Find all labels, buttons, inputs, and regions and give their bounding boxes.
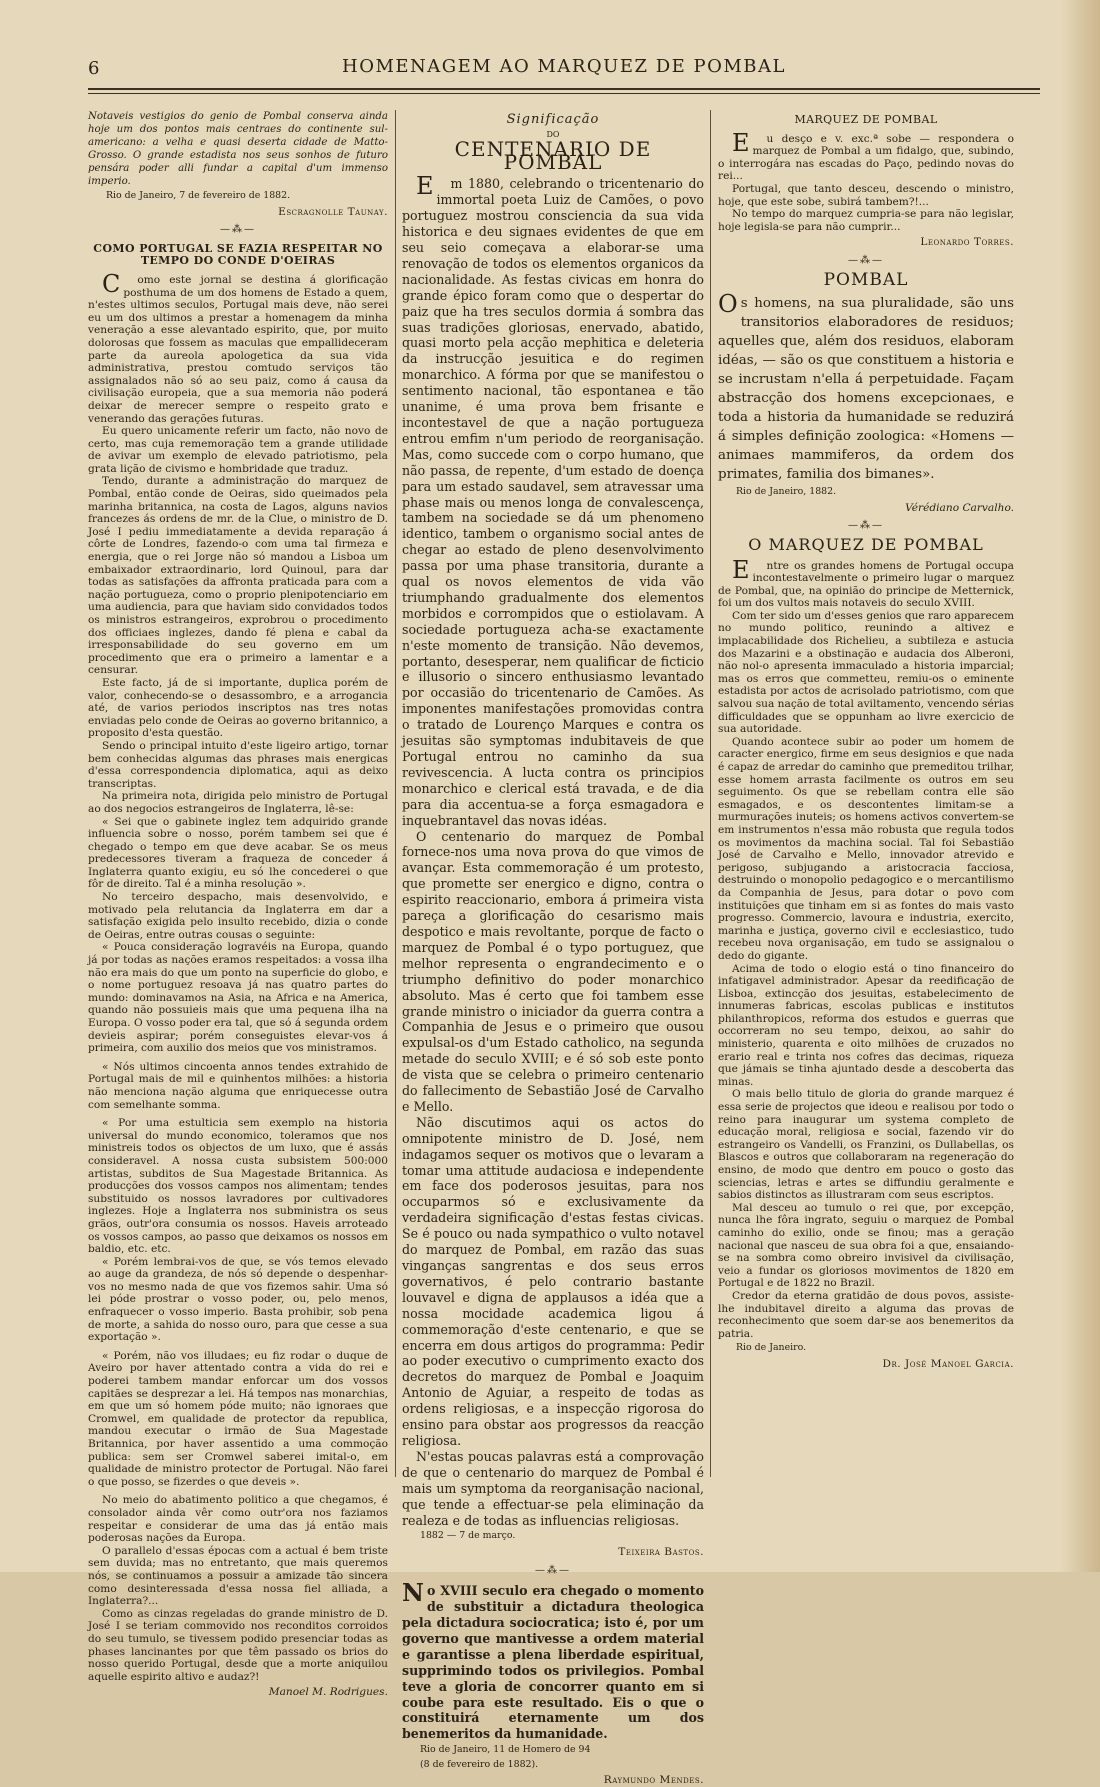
paragraph: Eu quero unicamente referir um facto, não novo de certo, mas cuja rememoração tem a grande utilidade de avivar um exemplo de elevado patriotismo, pela grata lição de civismo e hombridade que traduz. xyxy=(88,425,388,475)
rodrigues-article xyxy=(88,269,388,1699)
article-kicker: Significação xyxy=(506,112,600,127)
paragraph: Credor da eterna gratidão de dous povos, assiste-lhe indubitavel direito a alguma das provas de reconhecimento que soem dar-se aos benemeritos da patria. xyxy=(718,1289,1014,1340)
quote-paragraph: « Nós ultimos cincoenta annos tendes extrahido de Portugal mais de mil e quinhentos milhões: a historia não menciona nação alguma que enriquecesse outra com semelhante somma. xyxy=(88,1060,388,1111)
column-1 xyxy=(88,110,388,1699)
carvalho-signature: Vérédiano Carvalho. xyxy=(905,501,1014,514)
quote-paragraph: « Porém lembrai-vos de que, se vós temos elevado ao auge da grandeza, de nós só depende o despenhar-vos no mesmo nada de que vos fizemos sahir. Uma só lei póde prostrar o vosso poder, ou, pelo menos, enfraquecer o vosso imperio. Basta prohibir, sob pena de morte, a sahida do nosso ouro, para que cesse a sua exportação ». xyxy=(88,1255,388,1344)
paragraph: Acima de todo o elogio está o tino financeiro do infatigavel administrador. Apesar da reedificação de Lisboa, extincção dos jesuitas, estabelecimento de innumeras fabricas, escolas publicas e institutos philanthropicos, reforma dos estudos e guerras que occorreram no seu tempo, deixou, ao sahir do ministerio, quarenta e oito milhões de cruzados no erario real e trinta nos cofres das decimas, riqueza que jámais se tinha ajuntado desde a descoberta das minas. xyxy=(718,962,1014,1088)
mendes-signature: Raymundo Mendes. xyxy=(603,1774,704,1787)
column-rule xyxy=(395,110,396,1477)
paragraph: Com ter sido um d'esses genios que raro apparecem no mundo politico, reunindo a altivez e implacabilidade dos Richelieu, a subtileza e astucia dos Mazarini e a obstinação e audacia dos Alberoni, não nol-o apresenta immaculado a historia imparcial; mas os erros que commetteu, remiu-os o eminente estadista por actos de acrisolado patriotismo, com que salvou sua nação de total aviltamento, vencendo sérias difficuldades que se oppunham ao livre exercicio de sua autoridade. xyxy=(718,609,1015,736)
ornament-divider: —⁂— xyxy=(220,224,256,236)
column-2 xyxy=(402,110,704,1787)
paragraph: Sendo o principal intuito d'este ligeiro artigo, tornar bem conhecidas algumas das phrases mais energicas d'essa correspondencia diplomatica, aqui as deixo transcriptas. xyxy=(88,739,388,790)
mendes-date: Rio de Janeiro, 11 de Homero de 94 xyxy=(420,1744,591,1756)
bastos-date: 1882 — 7 de março. xyxy=(420,1530,516,1542)
column-3 xyxy=(718,110,1014,1532)
quote-paragraph: « Pouca consideração logravéis na Europa, quando já por todas as nações eramos respeitados: a vossa ilha não era mais do que um ponto na superficie do globo, e o nome portuguez resoava já nas quatro partes do mundo: dominavamos na Asia, na Africa e na America, quando não possuieis mais que uma pequena ilha na Europa. O vosso poder era tal, que só á segunda ordem devieis aspirar; porém conseguistes elevar-vos á primeira, com auxilio dos meios que vos ministramos. xyxy=(88,941,388,1055)
paragraph: No meio do abatimento politico a que chegamos, é consolador ainda vêr como outr'ora nos faziamos respeitar e considerar de uma das já então mais poderosas nações da Europa. xyxy=(88,1494,388,1545)
paragraph: Como este jornal se destina á glorificação posthuma de um dos homens de Estado a quem, n'estes ultimos seculos, Portugal mais deve, não serei eu um dos ultimos a prestar a homenagem da minha veneração a esse alevantado espirito, que, por muito dolorosas que fossem as maculas que empallideceram parte da aureola apologetica da sua vida administrativa, prestou comtudo serviços tão assignalados não só ao seu paiz, como á causa da civilisação europeia, que a sua memoria não poderá deixar de merecer sempre o respeito grato e venerando das gerações futuras. xyxy=(88,269,388,425)
paragraph: N'estas poucas palavras está a comprovação de que o centenario do marquez de Pombal é mais um symptoma da reorganisação nacional, que tende a effectuar-se pela eliminação da realeza e de todas as influencias religiosas. xyxy=(402,1448,704,1528)
quote-paragraph: « Porém, não vos illudaes; eu fiz rodar o duque de Aveiro por haver attentado contra a vida do rei e poderei tambem mandar enforcar um dos vossos capitães se desprezar a lei. Há tempos nas monarchias, em que um só homem póde muito; não ignoraes que Cromwel, em qualidade de protector da republica, mandou executar o irmão de Sua Magestade Britannica, por haver assentido a uma commoção publica: sem ser Cromwel saberei imital-o, em qualidade de ministro protector de Portugal. Não farei o que posso, se fizerdes o que deveis ». xyxy=(88,1349,388,1488)
taunay-date: Rio de Janeiro, 7 de fevereiro de 1882. xyxy=(106,190,291,201)
ornament-divider: —⁂— xyxy=(848,520,884,532)
taunay-text: Notaveis vestigios do genio de Pombal conserva ainda hoje um dos pontos mais centraes do continente sul-americano: a velha e quasi deserta cidade de Matto-Grosso. O grande estadista nos seus sonhos de futuro pensára poder alli fundar a capital d'um immenso imperio. xyxy=(88,111,388,187)
paper-edge xyxy=(1060,0,1100,1572)
garcia-signature: Dr. José Manoel Garcia. xyxy=(882,1357,1014,1370)
pombal-title: POMBAL xyxy=(823,269,909,290)
rodrigues-signature: Manoel M. Rodrigues. xyxy=(268,1686,388,1699)
header-rule xyxy=(88,88,1040,94)
paragraph: No terceiro despacho, mais desenvolvido, e motivado pela relutancia da Inglaterra em dar a satisfação exigida pelo insulto recebido, dizia o conde de Oeiras, entre outras cousas o seguinte: xyxy=(88,891,388,941)
paragraph: Tendo, durante a administração do marquez de Pombal, então conde de Oeiras, sido queimados pela marinha britannica, na costa de Lagos, alguns navios francezes ás ordens de mr. de la Clue, o ministro de D. José I pediu immediatamente a devida reparação á côrte de Londres, fazendo-o com uma tal firmeza e energia, que o rei Jorge não só mandou a Lisboa um embaixador extraordinario, lord Quinoul, para dar todas as satisfações da affronta praticada para com a nação portugueza, como o proprio plenipotenciario em uma audiencia, para que haviam sido convidados todos os ministros estrangeiros, exprobrou o procedimento dos officiaes inglezes, dando fé plena e cabal da irresponsabilidade do seu governo em um procedimento que era o primeiro a lamentar e a censurar. xyxy=(88,475,388,677)
paragraph: O parallelo d'essas épocas com a actual é bem triste sem duvida; mas no entretanto, que mais queremos nós, se continuamos a possuir a amizade tão sincera como desinteressada d'essa nossa fiel alliada, a Inglaterra?... xyxy=(88,1544,388,1608)
column-rule xyxy=(710,110,711,1477)
marquez-title: O MARQUEZ DE POMBAL xyxy=(748,534,984,554)
anecdote-title: MARQUEZ DE POMBAL xyxy=(794,113,938,126)
page-header xyxy=(88,56,1040,90)
article-title: CENTENARIO DE POMBAL xyxy=(454,137,652,174)
garcia-article xyxy=(718,555,1015,1341)
paragraph: Eu desço e v. exc.ª sobe — respondera o marquez de Pombal a um fidalgo, que, subindo, o interrogára nas escadas do Paço, pedindo novas do rei... xyxy=(718,128,1014,183)
paragraph: Portugal, que tanto desceu, descendo o ministro, hoje, que este sobe, subirá tambem?!... xyxy=(718,182,1014,208)
paragraph: O centenario do marquez de Pombal fornece-nos uma nova prova do que vimos de avançar. Esta commemoração é um protesto, que promette ser energico e digno, contra o espirito reaccionario, embora á primeira vista pareça a glorificação do cesarismo mais despotico e mais revoltante, porque de facto o marquez de Pombal é o typo portuguez, que melhor representa o engrandecimento e o triumpho definitivo do poder monarchico absoluto. Mas é certo que foi tambem esse grande ministro o iniciador da guerra contra a Companhia de Jesus e o primeiro que ousou expulsal-os d'um Estado catholico, na segunda metade do seculo XVIII; e é só sob este ponto de vista que se celebra o primeiro centenario do fallecimento de Sebastião José de Carvalho e Mello. xyxy=(402,828,704,1114)
paragraph: Quando acontece subir ao poder um homem de caracter energico, firme em seus designios e que nada é capaz de arredar do caminho que premeditou trilhar, esse homem arrasta facilmente os outros em seu seguimento. Os que se rebellam contra elle são esmagados, e os descontentes limitam-se a murmurações inuteis; os homens activos convertem-se em instrumentos n'essa mão robusta que regula todos os movimentos da machina social. Tal foi Sebastião José de Carvalho e Mello, innovador atrevido e perigoso, subjugando a aristocracia facciosa, destruindo o monopolio pedagogico e o mercantilismo da Companhia de Jesus, para dotar o povo com instituições que tinham em si as fontes do mais vasto progresso. Commercio, lavoura e industria, exercito, marinha e justiça, governo civil e ecclesiastico, tudo recebeu nova organisação, em tudo se assignalou o dedo do gigante. xyxy=(718,735,1014,962)
paragraph: Mal desceu ao tumulo o rei que, por excepção, nunca lhe fôra ingrato, seguiu o marquez de Pombal caminho do exilio, onde se finou; mas a geração nacional que nasceu de sua obra foi a que, ensaiando-se na sombra como obreiro invisivel da civilisação, veio a fundar os gloriosos movimentos de 1820 em Portugal e de 1822 no Brazil. xyxy=(718,1201,1014,1290)
article-title: COMO PORTUGAL SE FAZIA RESPEITAR NO TEMPO DO CONDE D'OEIRAS xyxy=(93,241,383,268)
ornament-divider: —⁂— xyxy=(535,1564,571,1576)
taunay-signature: Escragnolle Taunay. xyxy=(278,205,388,218)
bastos-signature: Teixeira Bastos. xyxy=(618,1546,704,1558)
mendes-text: No XVIII seculo era chegado o momento de substituir a dictadura theologica pela dictadura sociocratica; isto é, por um governo que mantivesse a ordem material e garantisse a plena liberdade espiritual, supprimindo todos os privilegios. Pombal teve a gloria de concorrer quanto em si coube para este resultado. Eis o que o constituirá eternamente um dos benemeritos da humanidade. xyxy=(402,1578,704,1742)
paragraph: O mais bello titulo de gloria do grande marquez é essa serie de projectos que ideou e realisou por todo o reino para inaugurar um systema completo de educação moral, religiosa e social, fazendo vir do estrangeiro os Vandelli, os Franzini, os Dullabellas, os Blascos e outros que collaboraram na regeneração do ensino, de modo que dentro em pouco o gosto das sciencias, letras e artes se diffundiu geralmente e sabios distinctos as illustraram com seus escriptos. xyxy=(718,1088,1014,1202)
paragraph: Em 1880, celebrando o tricentenario do immortal poeta Luiz de Camões, o povo portuguez mostrou consciencia da sua vida historica e deu signaes evidentes de que em seu seio começava a elaborar-se uma renovação de todos os elementos organicos da nacionalidade. As festas civicas em honra do grande épico foram como que o despertar do paiz que ha tres seculos dormia á sombra das suas tradições gloriosas, enervado, abatido, quasi morto pela acção mephitica e deleteria da instrucção jesuitica e do regimen monarchico. A fórma por que se manifestou o sentimento nacional, tão espontanea e tão unanime, é uma prova bem frisante e incontestavel de que a nação portugueza entrou emfim n'um periodo de reorganisação. Mas, como succede com o corpo humano, que não passa, de repente, d'um estado de doença para um estado saudavel, sem atravessar uma phase mais ou menos longa de convalescença, tambem na sociedade se dá um phenomeno identico, tambem o organismo social antes de chegar ao estado de pleno desenvolvimento passa por uma phase transitoria, durante a qual os novos elementos de vida vão triumphando gradualmente dos elementos morbidos e corrompidos que o estiolavam. A sociedade portugueza acha-se exactamente n'este momento de transição. Não devemos, portanto, desesperar, nem qualificar de ficticio e illusorio o sincero enthusiasmo levantado por occasião do tricentenario de Camões. As imponentes manifestações promovidas contra o tratado de Lourenço Marques e contra os jesuitas são symptomas indubitaveis de que Portugal entrou no caminho da sua revivescencia. A lucta contra os principios monarchico e clerical está travada, e de dia para dia accentua-se a força esmagadora e inquebrantavel das novas idéas. xyxy=(402,172,704,828)
paragraph: Na primeira nota, dirigida pelo ministro de Portugal ao dos negocios estrangeiros de Inglaterra, lê-se: xyxy=(88,790,388,815)
pombal-text: Os homens, na sua pluralidade, são uns transitorios elaboradores de residuos; aquelles que, além dos residuos, elaboram idéas, — são os que constituem a historia e se incrustam n'ella á perpetuidade. Façam abstracção dos homens excepcionaes, e toda a historia da humanidade se reduzirá á simples definição zoologica: «Homens — animaes mammiferos, da ordem dos primates, familia dos bimanes». xyxy=(718,290,1014,483)
running-title: HOMENAGEM AO MARQUEZ DE POMBAL xyxy=(342,56,786,77)
paragraph: No tempo do marquez cumpria-se para não legislar, hoje legisla-se para não cumprir... xyxy=(718,208,1014,233)
quote-paragraph: « Sei que o gabinete inglez tem adquirido grande influencia sobre o nosso, porém tambem sei que é chegado o tempo em que deve acabar. Se os meus predecessores tiveram a fraqueza de conceder á Inglaterra quanto exigiu, eu só lhe concederei o que fôr de direito. Tal é a minha resolução ». xyxy=(88,815,388,891)
garcia-date: Rio de Janeiro. xyxy=(736,1342,807,1354)
torres-signature: Leonardo Torres. xyxy=(920,236,1014,249)
ornament-divider: —⁂— xyxy=(848,254,884,266)
article-kicker-do: DO xyxy=(546,129,560,139)
pombal-date: Rio de Janeiro, 1882. xyxy=(736,486,837,498)
quote-paragraph: « Por uma estulticia sem exemplo na historia universal do mundo economico, toleramos que nos ministreis todos os objectos de um luxo, que é assás consideravel. A nossa custa subsistem 500:000 artistas, subditos de Sua Magestade Britannica. As producções dos vossos campos nos alimentam; tendes substituido os nossos lavradores por cultivadores inglezes. Hoje a Inglaterra nos subministra os seus grãos, outr'ora consumia os nossos. Haveis arroteado os vossos campos, ao passo que deixamos os nossos em baldio, etc. etc. xyxy=(88,1117,388,1256)
mendes-date-2: (8 de fevereiro de 1882). xyxy=(420,1758,539,1770)
paragraph: Este facto, já de si importante, duplica porém de valor, conhecendo-se o desassombro, e a arrogancia até, de varios periodos inscriptos nas tres notas enviadas pelo conde de Oeiras ao governo britannico, a proposito d'esta questão. xyxy=(88,676,388,740)
page-number: 6 xyxy=(88,58,100,79)
paragraph: Entre os grandes homens de Portugal occupa incontestavelmente o primeiro lugar o marquez de Pombal, que, na opinião do principe de Metternick, foi um dos vultos mais notaveis do seculo XVIII. xyxy=(718,555,1014,610)
paragraph: Como as cinzas regeladas do grande ministro de D. José I se teriam commovido nos reconditos corroidos do seu tumulo, se tivessem podido presenciar todas as phases lancinantes por que têm passado os brios do nosso querido Portugal, desde que a morte aniquilou aquelle espirito altivo e audaz?! xyxy=(88,1607,388,1683)
paragraph: Não discutimos aqui os actos do omnipotente ministro de D. José, nem indagamos sequer os motivos que o levaram a tomar uma attitude audaciosa e independente em face dos poderosos jesuitas, para nos occuparmos só e exclusivamente da verdadeira significação d'estas festas civicas. Se é pouco ou nada sympathico o vulto notavel do marquez de Pombal, em razão das suas vinganças sangrentas e dos seus erros governativos, é pelo contrario bastante louvavel e digna de applausos a idéa que a nossa mocidade academica ligou á commemoração d'este centenario, e que se encerra em dous artigos do programma: Pedir ao poder executivo o cumprimento exacto dos decretos do marquez de Pombal e Joaquim Antonio de Aguiar, a respeito de todas as ordens religiosas, e a inspecção rigorosa do ensino para obstar aos progressos da reacção religiosa. xyxy=(402,1114,704,1448)
